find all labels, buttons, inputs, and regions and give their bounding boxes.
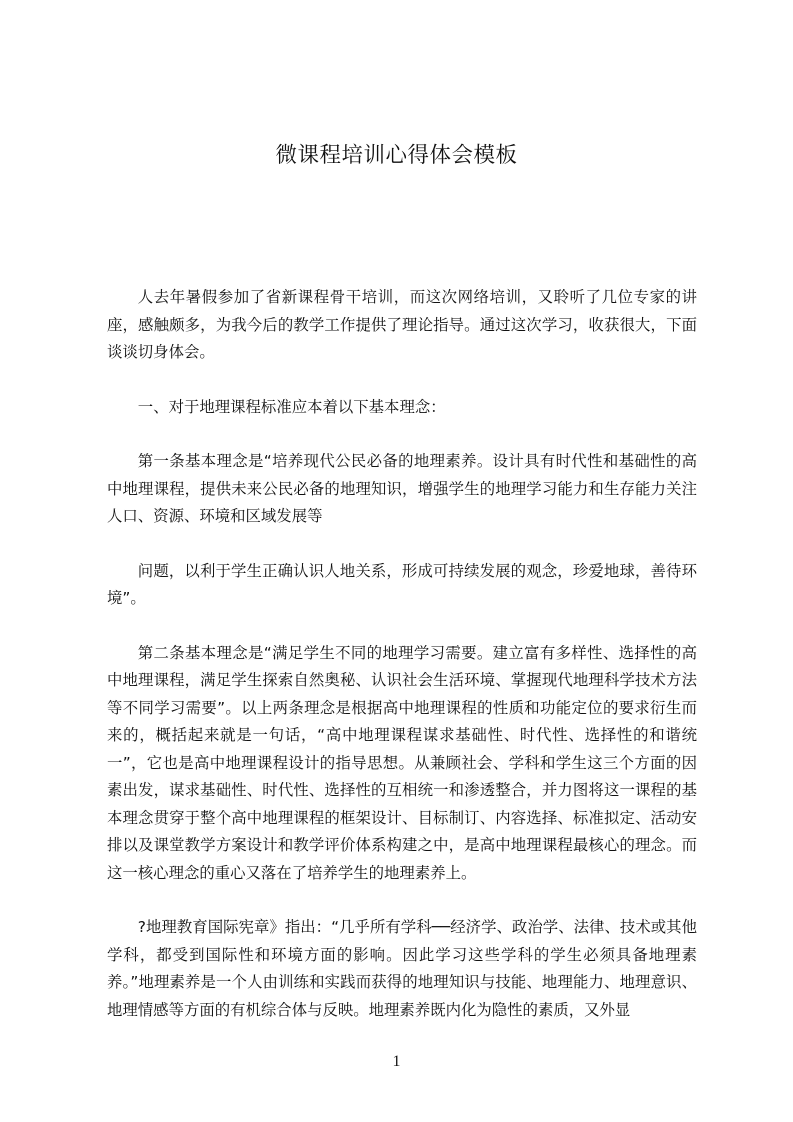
paragraph-principle-1-continued: 问题，以利于学生正确认识人地关系，形成可持续发展的观念，珍爱地球，善待环境”。: [107, 561, 697, 607]
paragraph-charter: ?地理教育国际宪章》指出：“几乎所有学科──经济学、政治学、法律、技术或其他学科，都受到国际性和环境方面的影响。因此学习这些学科的学生必须具备地理素养。”地理素养是一个人由训练和实践而获得的地理知识与技能、地理能力、地理意识、地理情感等方面的有机综合体与反映。地理素养既内化为隐性的素质，又外显: [107, 918, 697, 1019]
document-title: 微课程培训心得体会模板: [275, 143, 518, 168]
page-number: 1: [392, 1053, 401, 1070]
paragraph-principle-1: 第一条基本理念是“培养现代公民必备的地理素养。设计具有时代性和基础性的高中地理课程，提供未来公民必备的地理知识，增强学生的地理学习能力和生存能力关注人口、资源、环境和区域发展等: [107, 452, 697, 525]
paragraph-intro: 人去年暑假参加了省新课程骨干培训，而这次网络培训，又聆听了几位专家的讲座，感触颇多，为我今后的教学工作提供了理论指导。通过这次学习，收获很大，下面谈谈切身体会。: [107, 288, 697, 361]
document-body: [107, 284, 697, 1024]
paragraph-principle-2: 第二条基本理念是“满足学生不同的地理学习需要。建立富有多样性、选择性的高中地理课程，满足学生探索自然奥秘、认识社会生活环境、掌握现代地理科学技术方法等不同学习需要”。以上两条理念是根据高中地理课程的性质和功能定位的要求衍生而来的，概括起来就是一句话，“高中地理课程谋求基础性、时代性、选择性的和谐统一”，它也是高中地理课程设计的指导思想。从兼顾社会、学科和学生这三个方面的因素出发，谋求基础性、时代性、选择性的互相统一和渗透整合，并力图将这一课程的基本理念贯穿于整个高中地理课程的框架设计、目标制订、内容选择、标准拟定、活动安排以及课堂教学方案设计和教学评价体系构建之中，是高中地理课程最核心的理念。而这一核心理念的重心又落在了培养学生的地理素养上。: [107, 643, 697, 882]
section-heading-1: 一、对于地理课程标准应本着以下基本理念：: [137, 397, 446, 416]
